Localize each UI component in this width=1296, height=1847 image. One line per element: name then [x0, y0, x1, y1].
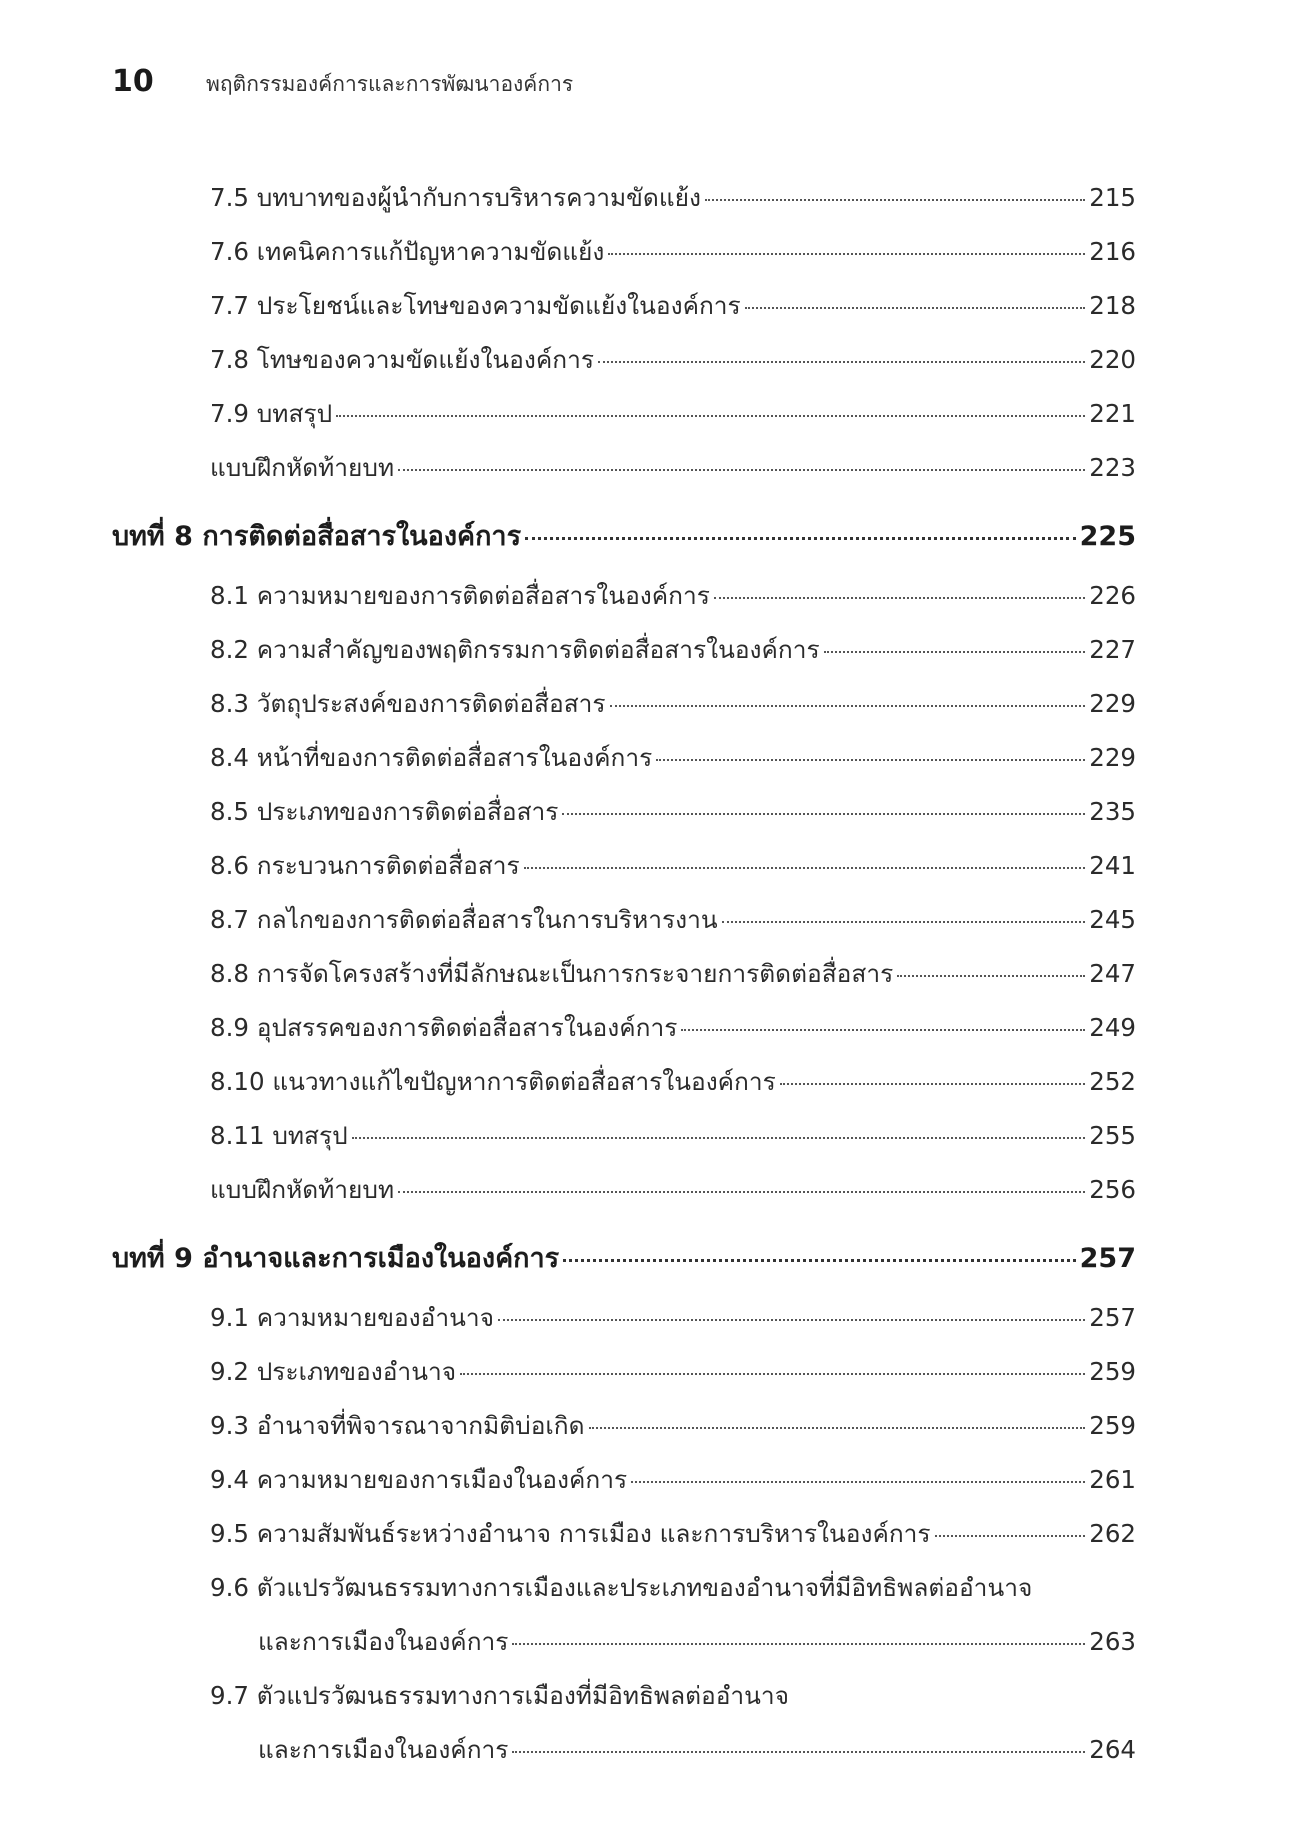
dot-leader — [336, 415, 1085, 417]
toc-entry[interactable] — [112, 1116, 1136, 1170]
toc-entry-page: 264 — [1089, 1735, 1136, 1764]
toc-entry[interactable] — [112, 340, 1136, 394]
toc-entry[interactable] — [112, 576, 1136, 630]
page-number: 10 — [112, 64, 154, 99]
toc-entry[interactable] — [112, 1008, 1136, 1062]
toc-entry[interactable] — [112, 1062, 1136, 1116]
running-title: พฤติกรรมองค์การและการพัฒนาองค์การ — [206, 72, 574, 96]
toc-entry-page: 216 — [1089, 237, 1136, 266]
toc-entry-page: 235 — [1089, 797, 1136, 826]
dot-leader — [705, 199, 1085, 201]
toc-entry[interactable] — [112, 1298, 1136, 1352]
dot-leader — [681, 1029, 1085, 1031]
dot-leader — [563, 1259, 1075, 1262]
toc-entry[interactable] — [112, 1514, 1136, 1568]
toc-entry-page: 215 — [1089, 183, 1136, 212]
toc-entry-label: 9.6 ตัวแปรวัฒนธรรมทางการเมืองและประเภทของอำนาจที่มีอิทธิพลต่ออำนาจ — [210, 1573, 1033, 1602]
toc-entry[interactable] — [112, 1170, 1136, 1224]
dot-leader — [524, 867, 1086, 869]
toc-entry-label: 8.11 บทสรุป — [210, 1121, 348, 1150]
toc-entry-label: 9.7 ตัวแปรวัฒนธรรมทางการเมืองที่มีอิทธิพลต่ออำนาจ — [210, 1681, 790, 1710]
table-of-contents — [112, 178, 1136, 1784]
toc-entry-page: 220 — [1089, 345, 1136, 374]
toc-entry[interactable] — [112, 792, 1136, 846]
toc-entry-page: 255 — [1089, 1121, 1136, 1150]
toc-chapter-9[interactable] — [112, 1236, 1136, 1298]
chapter-page: 257 — [1079, 1243, 1136, 1274]
dot-leader — [824, 651, 1086, 653]
toc-entry-label: 8.5 ประเภทของการติดต่อสื่อสาร — [210, 797, 559, 826]
chapter-title: บทที่ 8 การติดต่อสื่อสารในองค์การ — [112, 521, 522, 552]
dot-leader — [512, 1643, 1085, 1645]
toc-entry-page: 261 — [1089, 1465, 1136, 1494]
toc-entry-page: 221 — [1089, 399, 1136, 428]
toc-entry-page: 257 — [1089, 1303, 1136, 1332]
toc-entry-page: 229 — [1089, 743, 1136, 772]
toc-entry-label: 9.5 ความสัมพันธ์ระหว่างอำนาจ การเมือง และการบริหารในองค์การ — [210, 1519, 931, 1548]
toc-entry-label-continued: และการเมืองในองค์การ — [258, 1735, 509, 1764]
toc-entry-label: 8.1 ความหมายของการติดต่อสื่อสารในองค์การ — [210, 581, 710, 610]
toc-entry-label: แบบฝึกหัดท้ายบท — [210, 453, 395, 482]
toc-entry[interactable] — [112, 286, 1136, 340]
toc-entry-page: 245 — [1089, 905, 1136, 934]
toc-entry-label: 7.6 เทคนิคการแก้ปัญหาความขัดแย้ง — [210, 237, 605, 266]
toc-entry-page: 249 — [1089, 1013, 1136, 1042]
toc-entry-label: 8.4 หน้าที่ของการติดต่อสื่อสารในองค์การ — [210, 743, 653, 772]
toc-entry[interactable] — [112, 900, 1136, 954]
toc-entry-page: 226 — [1089, 581, 1136, 610]
toc-entry-page: 218 — [1089, 291, 1136, 320]
toc-entry[interactable] — [112, 684, 1136, 738]
dot-leader — [598, 361, 1085, 363]
toc-entry-label: แบบฝึกหัดท้ายบท — [210, 1175, 395, 1204]
dot-leader — [589, 1427, 1086, 1429]
toc-entry-label: 7.7 ประโยชน์และโทษของความขัดแย้งในองค์การ — [210, 291, 741, 320]
toc-entry-wrapped-line[interactable] — [112, 1568, 1136, 1622]
chapter-title: บทที่ 9 อำนาจและการเมืองในองค์การ — [112, 1243, 560, 1274]
dot-leader — [631, 1481, 1085, 1483]
toc-entry[interactable] — [112, 178, 1136, 232]
dot-leader — [935, 1535, 1086, 1537]
toc-entry-label: 8.9 อุปสรรคของการติดต่อสื่อสารในองค์การ — [210, 1013, 678, 1042]
toc-entry-label-continued: และการเมืองในองค์การ — [258, 1627, 509, 1656]
dot-leader — [656, 759, 1085, 761]
dot-leader — [398, 1191, 1085, 1193]
toc-entry[interactable] — [112, 232, 1136, 286]
page-header — [112, 64, 573, 101]
toc-entry-label: 9.4 ความหมายของการเมืองในองค์การ — [210, 1465, 628, 1494]
dot-leader — [608, 253, 1085, 255]
toc-entry-page: 227 — [1089, 635, 1136, 664]
toc-entry[interactable] — [112, 738, 1136, 792]
toc-entry-label: 9.1 ความหมายของอำนาจ — [210, 1303, 494, 1332]
toc-entry[interactable] — [112, 1622, 1136, 1676]
toc-entry-page: 263 — [1089, 1627, 1136, 1656]
toc-entry-label: 8.3 วัตถุประสงค์ของการติดต่อสื่อสาร — [210, 689, 606, 718]
dot-leader — [525, 537, 1076, 540]
toc-entry[interactable] — [112, 394, 1136, 448]
toc-entry-label: 7.8 โทษของความขัดแย้งในองค์การ — [210, 345, 594, 374]
toc-entry-wrapped-line[interactable] — [112, 1676, 1136, 1730]
toc-entry[interactable] — [112, 1352, 1136, 1406]
toc-entry-label: 7.5 บทบาทของผู้นำกับการบริหารความขัดแย้ง — [210, 183, 701, 212]
dot-leader — [460, 1373, 1085, 1375]
dot-leader — [610, 705, 1086, 707]
toc-entry-label: 8.7 กลไกของการติดต่อสื่อสารในการบริหารงาน — [210, 905, 718, 934]
dot-leader — [512, 1751, 1085, 1753]
toc-entry-page: 241 — [1089, 851, 1136, 880]
chapter-page: 225 — [1079, 521, 1136, 552]
toc-entry-page: 223 — [1089, 453, 1136, 482]
toc-entry-label: 8.8 การจัดโครงสร้างที่มีลักษณะเป็นการกระจายการติดต่อสื่อสาร — [210, 959, 894, 988]
toc-entry-label: 9.3 อำนาจที่พิจารณาจากมิติบ่อเกิด — [210, 1411, 585, 1440]
toc-entry-label: 8.6 กระบวนการติดต่อสื่อสาร — [210, 851, 520, 880]
toc-entry-page: 259 — [1089, 1411, 1136, 1440]
dot-leader — [780, 1083, 1085, 1085]
toc-entry-page: 256 — [1089, 1175, 1136, 1204]
toc-entry[interactable] — [112, 846, 1136, 900]
toc-entry-label: 9.2 ประเภทของอำนาจ — [210, 1357, 457, 1386]
toc-entry[interactable] — [112, 954, 1136, 1008]
toc-entry-page: 262 — [1089, 1519, 1136, 1548]
toc-entry-page: 252 — [1089, 1067, 1136, 1096]
toc-entry-label: 8.10 แนวทางแก้ไขปัญหาการติดต่อสื่อสารในองค์การ — [210, 1067, 776, 1096]
toc-entry[interactable] — [112, 1460, 1136, 1514]
dot-leader — [745, 307, 1086, 309]
toc-entry[interactable] — [112, 630, 1136, 684]
toc-entry-page: 259 — [1089, 1357, 1136, 1386]
dot-leader — [714, 597, 1085, 599]
dot-leader — [722, 921, 1086, 923]
dot-leader — [498, 1319, 1085, 1321]
toc-entry-label: 8.2 ความสำคัญของพฤติกรรมการติดต่อสื่อสารในองค์การ — [210, 635, 820, 664]
toc-entry[interactable] — [112, 1730, 1136, 1784]
dot-leader — [897, 975, 1085, 977]
dot-leader — [352, 1137, 1086, 1139]
toc-entry-label: 7.9 บทสรุป — [210, 399, 333, 428]
toc-entry-page: 247 — [1089, 959, 1136, 988]
toc-entry[interactable] — [112, 448, 1136, 502]
dot-leader — [562, 813, 1085, 815]
toc-entry[interactable] — [112, 1406, 1136, 1460]
dot-leader — [398, 469, 1085, 471]
toc-chapter-8[interactable] — [112, 514, 1136, 576]
toc-entry-page: 229 — [1089, 689, 1136, 718]
